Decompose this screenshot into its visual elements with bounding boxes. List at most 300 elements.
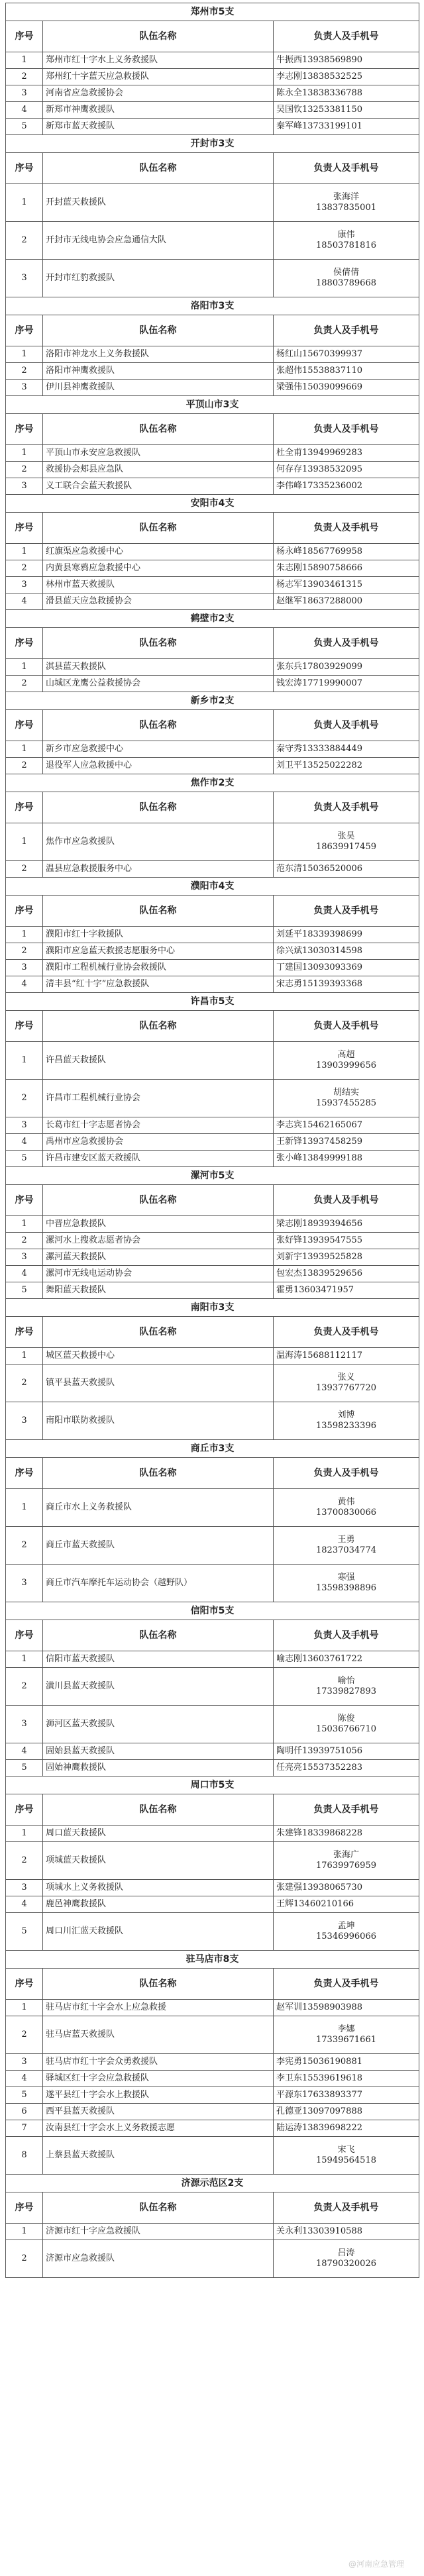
team-name: 新郑市神鹰救援队: [43, 102, 274, 119]
table-row: [6, 2137, 419, 2175]
city-title: 安阳市4支: [6, 495, 419, 513]
row-number: 4: [6, 593, 43, 610]
header-contact: 负责人及手机号: [274, 1011, 419, 1042]
watermark-text: @河南应急管理: [348, 2559, 404, 2569]
team-name: 禹州市应急救援协会: [43, 1134, 274, 1151]
city-section-header: [6, 610, 419, 628]
header-seq: 序号: [6, 1620, 43, 1651]
team-name: 商丘市蓝天救援队: [43, 1527, 274, 1565]
row-number: 1: [6, 2000, 43, 2016]
table-row: [6, 2071, 419, 2087]
team-name: 退役军人应急救援中心: [43, 758, 274, 774]
team-name: 固始神鹰救援队: [43, 1760, 274, 1777]
header-seq: 序号: [6, 513, 43, 544]
row-number: 5: [6, 1760, 43, 1777]
row-number: 1: [6, 1042, 43, 1080]
team-name: 潢川县蓝天救援队: [43, 1668, 274, 1706]
city-title: 开封市3支: [6, 135, 419, 153]
header-seq: 序号: [6, 21, 43, 52]
city-section-header: [6, 297, 419, 315]
team-name: 西平县蓝天救援队: [43, 2104, 274, 2120]
contact-info: 刘新宇13939525828: [274, 1249, 419, 1266]
contact-phone: 13837835001: [316, 203, 376, 213]
city-title: 郑州市5支: [6, 3, 419, 21]
row-number: 2: [6, 2016, 43, 2054]
team-name: 救援协会郏县应急队: [43, 462, 274, 478]
header-contact: 负责人及手机号: [274, 1620, 419, 1651]
row-number: 5: [6, 1282, 43, 1299]
contact-cell: [274, 1706, 419, 1743]
table-row: [6, 1365, 419, 1402]
header-team: 队伍名称: [43, 628, 274, 659]
contact-phone: 17639976959: [316, 1861, 376, 1871]
table-row: [6, 2224, 419, 2240]
contact-info: 陶明仟13939751056: [274, 1743, 419, 1760]
row-number: 5: [6, 1913, 43, 1951]
row-number: 5: [6, 119, 43, 135]
table-row: [6, 823, 419, 861]
table-row: [6, 363, 419, 380]
row-number: 6: [6, 2104, 43, 2120]
row-number: 4: [6, 1743, 43, 1760]
header-contact: 负责人及手机号: [274, 792, 419, 823]
row-number: 2: [6, 363, 43, 380]
row-number: 3: [6, 260, 43, 297]
city-section-header: [6, 774, 419, 792]
column-header-row: [6, 628, 419, 659]
header-seq: 序号: [6, 414, 43, 445]
city-section-header: [6, 1777, 419, 1794]
team-name: 许昌蓝天救援队: [43, 1042, 274, 1080]
city-title: 新乡市2支: [6, 692, 419, 710]
contact-person: 孟坤: [337, 1921, 355, 1931]
team-name: 开封市红豹救援队: [43, 260, 274, 297]
team-name: 平顶山市永安应急救援队: [43, 445, 274, 462]
table-row: [6, 544, 419, 560]
team-name: 济源市红十字应急救援队: [43, 2224, 274, 2240]
team-name: 周口蓝天救援队: [43, 1826, 274, 1842]
contact-info: 宋志勇15139393368: [274, 976, 419, 993]
table-row: [6, 1117, 419, 1134]
contact-cell: [274, 222, 419, 260]
contact-cell: [274, 184, 419, 222]
header-contact: 负责人及手机号: [274, 1317, 419, 1348]
header-team: 队伍名称: [43, 1317, 274, 1348]
contact-person: 宋飞: [337, 2145, 355, 2155]
row-number: 4: [6, 2071, 43, 2087]
team-name: 许昌市建安区蓝天救援队: [43, 1151, 274, 1167]
team-name: 许昌市工程机械行业协会: [43, 1080, 274, 1117]
table-row: [6, 69, 419, 85]
row-number: 3: [6, 1249, 43, 1266]
city-title: 许昌市5支: [6, 993, 419, 1011]
contact-person: 张义: [337, 1372, 355, 1382]
table-row: [6, 1233, 419, 1249]
team-name: 驻马店市红十字会水上应急救援: [43, 2000, 274, 2016]
row-number: 1: [6, 1348, 43, 1365]
row-number: 2: [6, 676, 43, 692]
contact-phone: 18790320026: [316, 2259, 376, 2269]
team-name: 舞阳蓝天救援队: [43, 1282, 274, 1299]
table-row: [6, 1249, 419, 1266]
contact-info: 牛振西13938569890: [274, 52, 419, 69]
team-name: 郑州红十字蓝天应急救援队: [43, 69, 274, 85]
contact-info: 孔德亚13097097888: [274, 2104, 419, 2120]
table-row: [6, 1282, 419, 1299]
contact-person: 张昊: [337, 831, 355, 841]
column-header-row: [6, 896, 419, 927]
table-row: [6, 260, 419, 297]
team-name: 洛阳市神鹰救援队: [43, 363, 274, 380]
header-contact: 负责人及手机号: [274, 1185, 419, 1216]
header-contact: 负责人及手机号: [274, 1969, 419, 2000]
contact-info: 关永利13303910588: [274, 2224, 419, 2240]
row-number: 2: [6, 1080, 43, 1117]
contact-info: 杜全甫13949969283: [274, 445, 419, 462]
table-row: [6, 741, 419, 758]
contact-info: 李宪勇15036190881: [274, 2054, 419, 2071]
team-name: 开封蓝天救援队: [43, 184, 274, 222]
contact-person: 李娜: [337, 2024, 355, 2034]
city-section-header: [6, 396, 419, 414]
header-team: 队伍名称: [43, 1458, 274, 1489]
team-name: 义工联合会蓝天救援队: [43, 478, 274, 495]
row-number: 2: [6, 560, 43, 577]
roster-body: [6, 3, 419, 2278]
row-number: 1: [6, 445, 43, 462]
contact-info: 霍勇13603471957: [274, 1282, 419, 1299]
contact-cell: [274, 260, 419, 297]
column-header-row: [6, 414, 419, 445]
team-name: 项城蓝天救援队: [43, 1842, 274, 1880]
contact-phone: 13598398896: [316, 1583, 376, 1593]
contact-person: 喻怡: [337, 1676, 355, 1686]
team-name: 清丰县“红十字”应急救援队: [43, 976, 274, 993]
contact-phone: 15036766710: [316, 1724, 376, 1734]
row-number: 4: [6, 1266, 43, 1282]
table-row: [6, 2240, 419, 2278]
table-row: [6, 445, 419, 462]
header-contact: 负责人及手机号: [274, 315, 419, 346]
contact-info: 刘卫平13525022282: [274, 758, 419, 774]
row-number: 1: [6, 346, 43, 363]
row-number: 2: [6, 1527, 43, 1565]
table-row: [6, 1080, 419, 1117]
table-row: [6, 2104, 419, 2120]
row-number: 2: [6, 1668, 43, 1706]
header-contact: 负责人及手机号: [274, 513, 419, 544]
header-team: 队伍名称: [43, 153, 274, 184]
team-name: 漯河水上搜救志愿者协会: [43, 1233, 274, 1249]
header-contact: 负责人及手机号: [274, 1794, 419, 1826]
row-number: 2: [6, 1842, 43, 1880]
header-team: 队伍名称: [43, 1969, 274, 2000]
contact-info: 张东兵17803929099: [274, 659, 419, 676]
row-number: 2: [6, 1233, 43, 1249]
team-name: 固始县蓝天救援队: [43, 1743, 274, 1760]
row-number: 3: [6, 1402, 43, 1440]
team-name: 南阳市联防救援队: [43, 1402, 274, 1440]
contact-info: 何存存13938532095: [274, 462, 419, 478]
contact-phone: 15949564518: [316, 2155, 376, 2165]
header-contact: 负责人及手机号: [274, 21, 419, 52]
contact-info: 朱建锋18339868228: [274, 1826, 419, 1842]
team-name: 商丘市汽车摩托车运动协会（越野队）: [43, 1565, 274, 1602]
contact-info: 梁强伟15039099669: [274, 380, 419, 396]
row-number: 1: [6, 1826, 43, 1842]
team-name: 内黄县寒鸦应急救援中心: [43, 560, 274, 577]
table-row: [6, 943, 419, 960]
row-number: 1: [6, 52, 43, 69]
team-name: 新郑市蓝天救援队: [43, 119, 274, 135]
table-row: [6, 85, 419, 102]
table-row: [6, 659, 419, 676]
row-number: 2: [6, 758, 43, 774]
table-row: [6, 2087, 419, 2104]
header-team: 队伍名称: [43, 1620, 274, 1651]
table-row: [6, 758, 419, 774]
contact-cell: [274, 1489, 419, 1527]
contact-info: 李伟峰17335236002: [274, 478, 419, 495]
table-row: [6, 1266, 419, 1282]
team-name: 濮阳市应急蓝天救援志愿服务中心: [43, 943, 274, 960]
team-name: 驻马店蓝天救援队: [43, 2016, 274, 2054]
contact-info: 钱宏涛17719990007: [274, 676, 419, 692]
row-number: 4: [6, 976, 43, 993]
contact-cell: [274, 2137, 419, 2175]
row-number: 3: [6, 1706, 43, 1743]
header-team: 队伍名称: [43, 1794, 274, 1826]
contact-info: 范东清15036520006: [274, 861, 419, 878]
city-section-header: [6, 1951, 419, 1969]
contact-person: 陈俊: [337, 1714, 355, 1724]
contact-info: 陈永全13838336788: [274, 85, 419, 102]
table-row: [6, 1151, 419, 1167]
contact-cell: [274, 1402, 419, 1440]
team-name: 鹿邑神鹰救援队: [43, 1896, 274, 1913]
city-section-header: [6, 1440, 419, 1458]
contact-info: 吴国钦13253381150: [274, 102, 419, 119]
team-name: 滑县蓝天应急救援协会: [43, 593, 274, 610]
team-name: 漯河市无线电运动协会: [43, 1266, 274, 1282]
contact-info: 秦军峰13733199101: [274, 119, 419, 135]
contact-phone: 13903999656: [316, 1060, 376, 1070]
team-name: 焦作市应急救援队: [43, 823, 274, 861]
team-name: 洛阳市神龙水上义务救援队: [43, 346, 274, 363]
table-row: [6, 1913, 419, 1951]
contact-person: 吕涛: [337, 2248, 355, 2258]
table-row: [6, 478, 419, 495]
table-row: [6, 52, 419, 69]
contact-info: 杨志军13903461315: [274, 577, 419, 593]
city-section-header: [6, 993, 419, 1011]
city-section-header: [6, 878, 419, 896]
contact-info: 任亮亮15537352283: [274, 1760, 419, 1777]
contact-phone: 15937455285: [316, 1098, 376, 1108]
city-section-header: [6, 135, 419, 153]
header-contact: 负责人及手机号: [274, 153, 419, 184]
table-row: [6, 593, 419, 610]
table-row: [6, 1651, 419, 1668]
table-row: [6, 1489, 419, 1527]
city-title: 鹤壁市2支: [6, 610, 419, 628]
header-team: 队伍名称: [43, 710, 274, 741]
contact-info: 王新锋13937458259: [274, 1134, 419, 1151]
row-number: 4: [6, 1896, 43, 1913]
contact-person: 康伟: [337, 230, 355, 240]
row-number: 1: [6, 1651, 43, 1668]
row-number: 1: [6, 2224, 43, 2240]
city-section-header: [6, 2175, 419, 2192]
table-row: [6, 1842, 419, 1880]
city-title: 信阳市5支: [6, 1602, 419, 1620]
contact-person: 侯倩倩: [333, 268, 360, 278]
column-header-row: [6, 2192, 419, 2224]
city-title: 济源示范区2支: [6, 2175, 419, 2192]
column-header-row: [6, 710, 419, 741]
row-number: 2: [6, 69, 43, 85]
contact-info: 丁建国13093093369: [274, 960, 419, 976]
header-seq: 序号: [6, 1011, 43, 1042]
column-header-row: [6, 1185, 419, 1216]
contact-info: 李卫东15539619618: [274, 2071, 419, 2087]
contact-cell: [274, 2240, 419, 2278]
table-row: [6, 1668, 419, 1706]
row-number: 1: [6, 1216, 43, 1233]
row-number: 3: [6, 2054, 43, 2071]
header-seq: 序号: [6, 1458, 43, 1489]
column-header-row: [6, 1620, 419, 1651]
city-section-header: [6, 692, 419, 710]
row-number: 5: [6, 1151, 43, 1167]
contact-info: 张小峰13849999188: [274, 1151, 419, 1167]
city-title: 平顶山市3支: [6, 396, 419, 414]
row-number: 3: [6, 960, 43, 976]
contact-phone: 15346996066: [316, 1932, 376, 1941]
contact-cell: [274, 823, 419, 861]
header-team: 队伍名称: [43, 792, 274, 823]
contact-phone: 13700830066: [316, 1508, 376, 1518]
contact-phone: 13937767720: [316, 1383, 376, 1393]
header-contact: 负责人及手机号: [274, 414, 419, 445]
table-row: [6, 380, 419, 396]
header-team: 队伍名称: [43, 1011, 274, 1042]
header-contact: 负责人及手机号: [274, 710, 419, 741]
row-number: 1: [6, 741, 43, 758]
header-seq: 序号: [6, 1969, 43, 2000]
table-row: [6, 1826, 419, 1842]
contact-info: 温海涛15688112117: [274, 1348, 419, 1365]
table-row: [6, 1880, 419, 1896]
contact-cell: [274, 1842, 419, 1880]
team-name: 濮阳市工程机械行业协会救援队: [43, 960, 274, 976]
contact-info: 刘延平18339398699: [274, 927, 419, 943]
contact-info: 王辉13460210166: [274, 1896, 419, 1913]
contact-cell: [274, 1042, 419, 1080]
header-seq: 序号: [6, 710, 43, 741]
table-row: [6, 976, 419, 993]
table-row: [6, 2054, 419, 2071]
contact-person: 高超: [337, 1050, 355, 1060]
header-team: 队伍名称: [43, 315, 274, 346]
contact-info: 李志刚13838532525: [274, 69, 419, 85]
city-title: 周口市5支: [6, 1777, 419, 1794]
city-title: 驻马店市8支: [6, 1951, 419, 1969]
column-header-row: [6, 1969, 419, 2000]
contact-info: 李志宾15462165067: [274, 1117, 419, 1134]
table-row: [6, 2016, 419, 2054]
header-contact: 负责人及手机号: [274, 628, 419, 659]
row-number: 1: [6, 659, 43, 676]
table-row: [6, 927, 419, 943]
city-title: 濮阳市4支: [6, 878, 419, 896]
team-name: 驿城区红十字会应急救援队: [43, 2071, 274, 2087]
team-name: 信阳市蓝天救援队: [43, 1651, 274, 1668]
header-seq: 序号: [6, 1794, 43, 1826]
contact-phone: 18237034774: [316, 1545, 376, 1555]
row-number: 3: [6, 1117, 43, 1134]
table-row: [6, 1760, 419, 1777]
header-seq: 序号: [6, 792, 43, 823]
contact-info: 张好锋13939547555: [274, 1233, 419, 1249]
header-contact: 负责人及手机号: [274, 2192, 419, 2224]
header-seq: 序号: [6, 153, 43, 184]
team-name: 浉河区蓝天救援队: [43, 1706, 274, 1743]
contact-info: 秦守秀13333884449: [274, 741, 419, 758]
team-name: 遂平县红十字会水上救援队: [43, 2087, 274, 2104]
table-row: [6, 1706, 419, 1743]
team-name: 山城区龙鹰公益救援协会: [43, 676, 274, 692]
header-contact: 负责人及手机号: [274, 1458, 419, 1489]
header-team: 队伍名称: [43, 896, 274, 927]
column-header-row: [6, 1317, 419, 1348]
row-number: 1: [6, 544, 43, 560]
team-name: 周口川汇蓝天救援队: [43, 1913, 274, 1951]
contact-phone: 17339827893: [316, 1686, 376, 1696]
column-header-row: [6, 153, 419, 184]
team-name: 漯河蓝天救援队: [43, 1249, 274, 1266]
contact-info: 喻志刚13603761722: [274, 1651, 419, 1668]
row-number: 1: [6, 927, 43, 943]
city-title: 漯河市5支: [6, 1167, 419, 1185]
column-header-row: [6, 1794, 419, 1826]
contact-info: 张超伟15538837110: [274, 363, 419, 380]
row-number: 2: [6, 222, 43, 260]
column-header-row: [6, 315, 419, 346]
contact-phone: 18503781816: [316, 240, 376, 250]
row-number: 7: [6, 2120, 43, 2137]
table-row: [6, 960, 419, 976]
header-seq: 序号: [6, 896, 43, 927]
table-row: [6, 577, 419, 593]
rescue-team-roster: [0, 3, 424, 2278]
contact-person: 寒强: [337, 1572, 355, 1582]
table-row: [6, 346, 419, 363]
team-name: 伊川县神鹰救援队: [43, 380, 274, 396]
contact-info: 杨红山15670399937: [274, 346, 419, 363]
row-number: 4: [6, 102, 43, 119]
contact-person: 胡结实: [333, 1088, 360, 1098]
header-team: 队伍名称: [43, 1185, 274, 1216]
header-seq: 序号: [6, 2192, 43, 2224]
header-team: 队伍名称: [43, 2192, 274, 2224]
header-contact: 负责人及手机号: [274, 896, 419, 927]
column-header-row: [6, 1011, 419, 1042]
team-name: 商丘市水上义务救援队: [43, 1489, 274, 1527]
team-name: 城区蓝天救援中心: [43, 1348, 274, 1365]
table-row: [6, 676, 419, 692]
contact-cell: [274, 1365, 419, 1402]
